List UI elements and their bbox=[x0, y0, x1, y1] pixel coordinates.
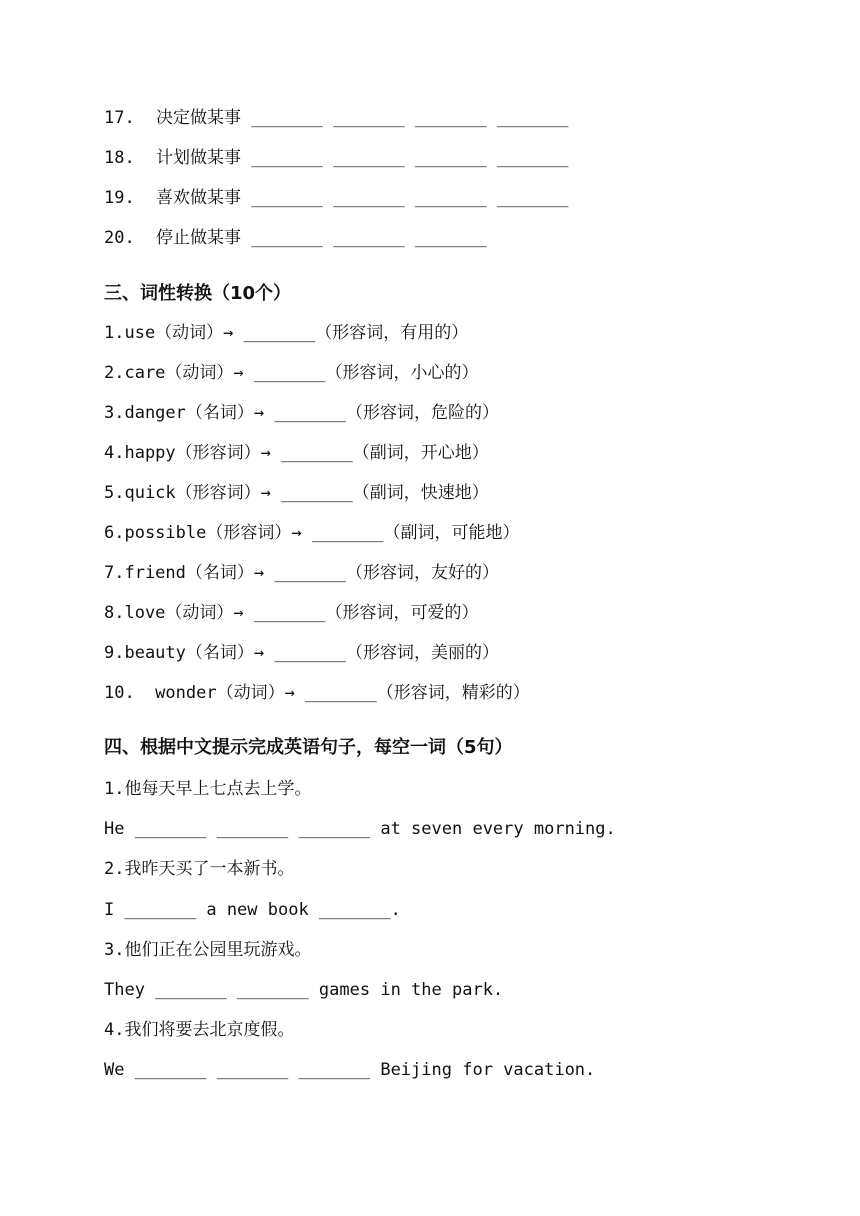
sentence-answer[interactable]: They _______ _______ games in the park. bbox=[104, 980, 504, 1000]
phrase-number: 17. bbox=[104, 108, 135, 128]
conversion-item[interactable]: 9.beauty（名词）→ _______（形容词，美丽的） bbox=[104, 643, 499, 663]
phrase-chinese: 喜欢做某事 bbox=[156, 188, 241, 208]
conversion-item[interactable]: 8.love（动词）→ _______（形容词，可爱的） bbox=[104, 603, 479, 623]
phrase-blanks[interactable]: _______ _______ _______ bbox=[251, 228, 487, 248]
phrase-chinese: 停止做某事 bbox=[156, 228, 241, 248]
sentence-prompt: 1.他每天早上七点去上学。 bbox=[104, 779, 312, 799]
section-title: 三、词性转换（10个） bbox=[104, 283, 292, 304]
phrase-blanks[interactable]: _______ _______ _______ _______ bbox=[251, 148, 569, 168]
phrase-blanks[interactable]: _______ _______ _______ _______ bbox=[251, 108, 569, 128]
phrase-item bbox=[104, 187, 569, 209]
sentence-prompt: 4.我们将要去北京度假。 bbox=[104, 1020, 295, 1040]
conversion-item[interactable]: 4.happy（形容词）→ _______（副词，开心地） bbox=[104, 443, 489, 463]
section-title: 四、根据中文提示完成英语句子，每空一词（5句） bbox=[104, 737, 513, 758]
sentence-answer[interactable]: We _______ _______ _______ Beijing for vacation. bbox=[104, 1060, 596, 1080]
phrase-chinese: 计划做某事 bbox=[156, 148, 241, 168]
sentence-prompt: 3.他们正在公园里玩游戏。 bbox=[104, 940, 312, 960]
sentence-prompt: 2.我昨天买了一本新书。 bbox=[104, 859, 295, 879]
conversion-item[interactable]: 3.danger（名词）→ _______（形容词，危险的） bbox=[104, 403, 499, 423]
conversion-item[interactable]: 5.quick（形容词）→ _______（副词，快速地） bbox=[104, 483, 489, 503]
conversion-item[interactable]: 10. wonder（动词）→ _______（形容词，精彩的） bbox=[104, 683, 530, 703]
sentence-answer[interactable]: I _______ a new book _______. bbox=[104, 900, 401, 920]
conversion-item[interactable]: 7.friend（名词）→ _______（形容词，友好的） bbox=[104, 563, 499, 583]
phrase-item bbox=[104, 147, 569, 169]
conversion-item[interactable]: 1.use（动词）→ _______（形容词，有用的） bbox=[104, 323, 469, 343]
phrase-item bbox=[104, 227, 487, 249]
conversion-item[interactable]: 6.possible（形容词）→ _______（副词，可能地） bbox=[104, 523, 520, 543]
conversion-item[interactable]: 2.care（动词）→ _______（形容词，小心的） bbox=[104, 363, 479, 383]
phrase-chinese: 决定做某事 bbox=[156, 108, 241, 128]
phrase-item bbox=[104, 107, 569, 129]
phrase-number: 19. bbox=[104, 188, 135, 208]
phrase-number: 20. bbox=[104, 228, 135, 248]
sentence-answer[interactable]: He _______ _______ _______ at seven every morning. bbox=[104, 819, 616, 839]
phrase-blanks[interactable]: _______ _______ _______ _______ bbox=[251, 188, 569, 208]
phrase-number: 18. bbox=[104, 148, 135, 168]
